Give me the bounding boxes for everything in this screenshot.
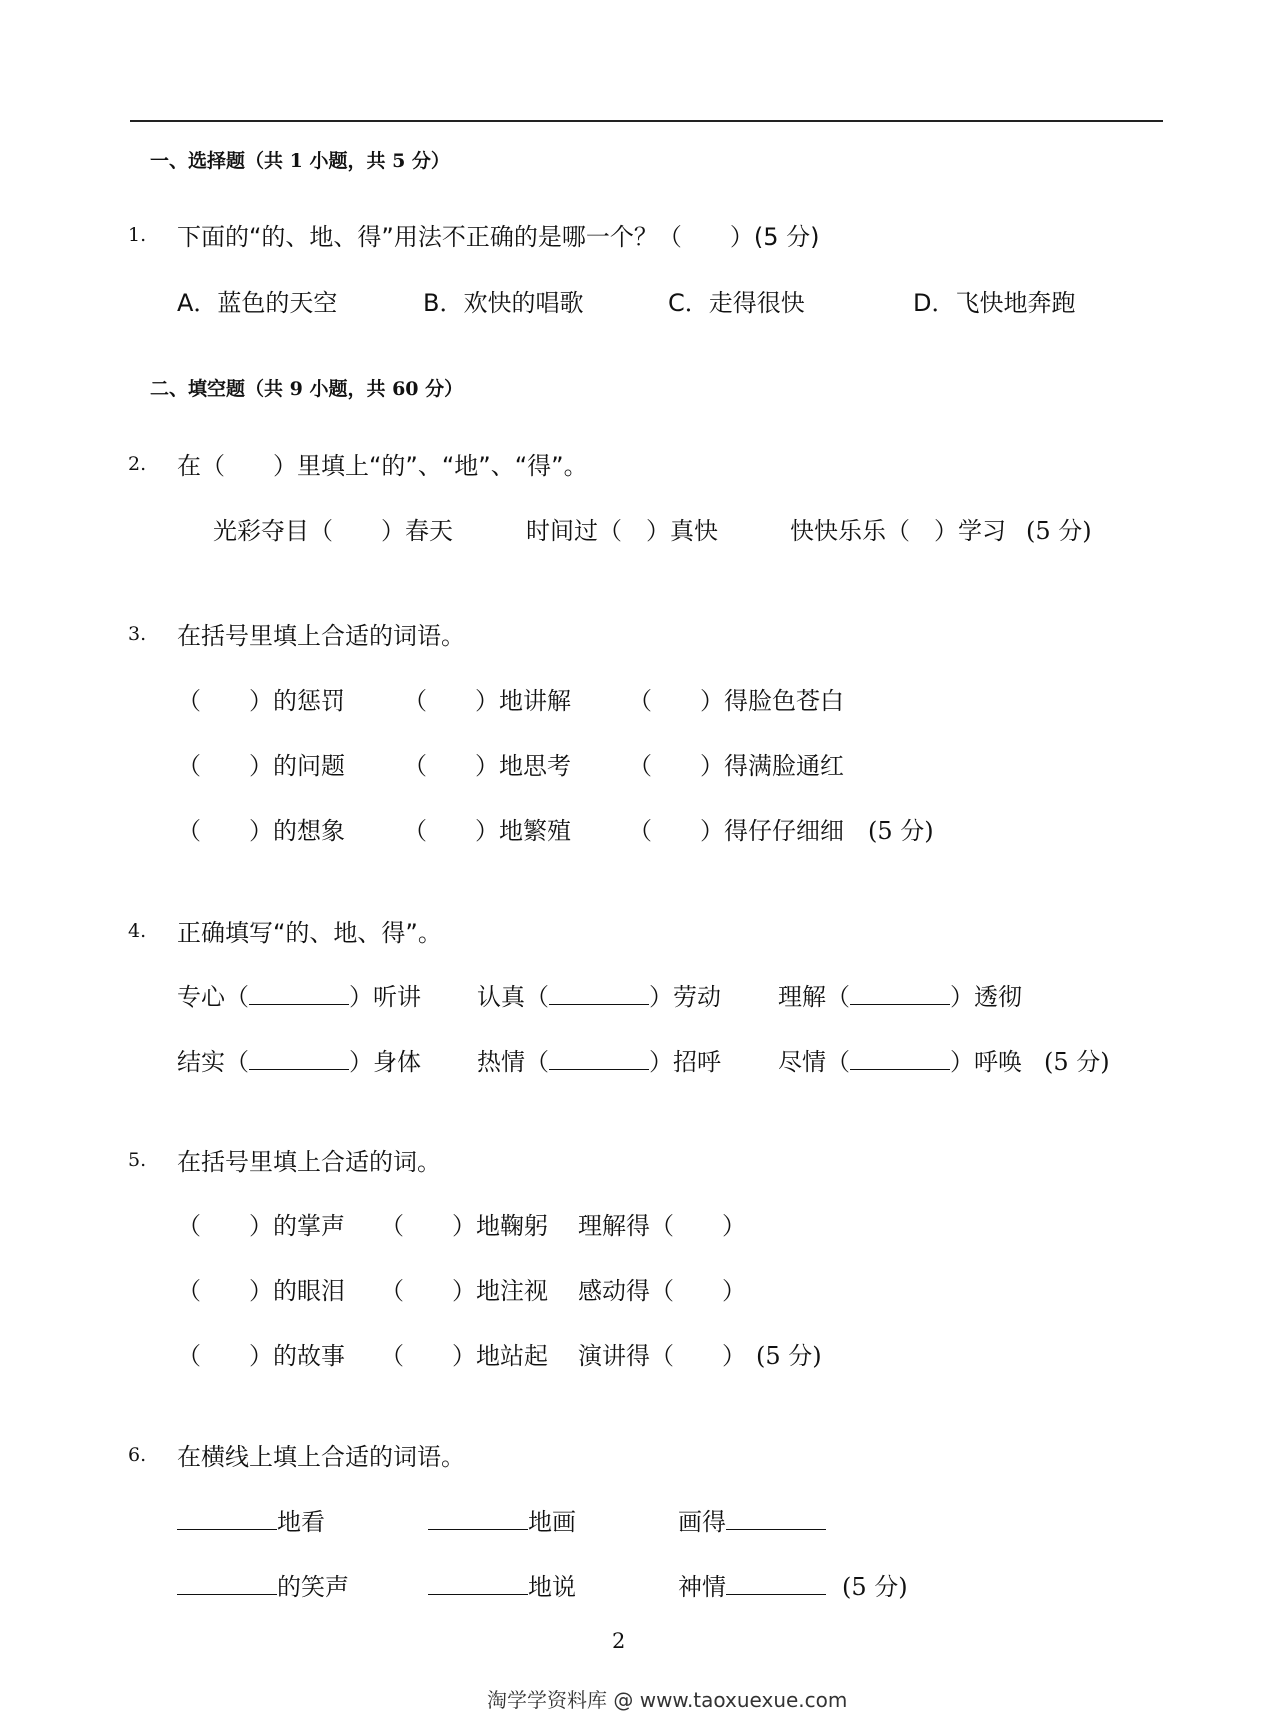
q2-item-2: 时间过（ ）真快 [526, 517, 718, 545]
q4-stem: 正确填写“的、地、得”。 [177, 919, 442, 947]
q5-score: (5 分) [756, 1342, 822, 1370]
q6-item: 地说 [428, 1567, 576, 1602]
q5-item: （ ）的掌声 [177, 1212, 345, 1240]
q3-item: （ ）得仔仔细细 [628, 817, 844, 845]
answer-blank[interactable] [850, 1045, 950, 1070]
q2-stem: 在（ ）里填上“的”、“地”、“得”。 [177, 452, 588, 480]
answer-blank[interactable] [249, 980, 349, 1005]
q6-number: 6. [128, 1444, 147, 1466]
q5-item: 演讲得（ ） [578, 1342, 746, 1370]
q4-item: 热情（ ）招呼 [477, 1042, 721, 1077]
q2-score: (5 分) [1026, 517, 1092, 545]
q2-item-3: 快快乐乐（ ）学习 [790, 517, 1006, 545]
page-number: 2 [612, 1629, 626, 1653]
q3-stem: 在括号里填上合适的词语。 [177, 622, 465, 650]
footer-watermark: 淘学学资料库 @ www.taoxuexue.com [487, 1688, 848, 1712]
q5-number: 5. [128, 1149, 147, 1171]
answer-blank[interactable] [549, 980, 649, 1005]
q3-item: （ ）地思考 [403, 752, 571, 780]
q6-item: 的笑声 [177, 1567, 349, 1602]
q3-item: （ ）的惩罚 [177, 687, 345, 715]
q3-item: （ ）地讲解 [403, 687, 571, 715]
q2-item-1: 光彩夺目（ ）春天 [213, 517, 453, 545]
q4-number: 4. [128, 920, 147, 942]
q5-item: （ ）的故事 [177, 1342, 345, 1370]
answer-blank[interactable] [726, 1505, 826, 1530]
q6-stem: 在横线上填上合适的词语。 [177, 1443, 465, 1471]
q3-item: （ ）得满脸通红 [628, 752, 844, 780]
q1-option-d[interactable]: D．飞快地奔跑 [913, 289, 1076, 317]
q3-number: 3. [128, 623, 147, 645]
q5-item: （ ）地站起 [380, 1342, 548, 1370]
q4-item: 专心（ ）听讲 [177, 977, 421, 1012]
q4-item: 结实（ ）身体 [177, 1042, 421, 1077]
q1-number: 1. [128, 224, 147, 246]
q3-score: (5 分) [868, 817, 934, 845]
q4-item: 尽情（ ）呼唤 [778, 1042, 1022, 1077]
q6-item: 神情 [678, 1567, 826, 1602]
q5-item: 感动得（ ） [578, 1277, 746, 1305]
answer-blank[interactable] [726, 1570, 826, 1595]
answer-blank[interactable] [850, 980, 950, 1005]
q1-option-b[interactable]: B．欢快的唱歌 [423, 289, 584, 317]
q6-item: 地看 [177, 1502, 325, 1537]
q3-item: （ ）地繁殖 [403, 817, 571, 845]
section-2-title: 二、填空题（共 9 小题，共 60 分） [150, 378, 464, 400]
q3-item: （ ）的想象 [177, 817, 345, 845]
section-1-title: 一、选择题（共 1 小题，共 5 分） [150, 150, 450, 172]
q4-item: 理解（ ）透彻 [778, 977, 1022, 1012]
q6-score: (5 分) [842, 1573, 908, 1601]
q4-item: 认真（ ）劳动 [477, 977, 721, 1012]
q6-item: 画得 [678, 1502, 826, 1537]
answer-blank[interactable] [249, 1045, 349, 1070]
q1-option-c[interactable]: C．走得很快 [668, 289, 805, 317]
answer-blank[interactable] [177, 1505, 277, 1530]
q6-item: 地画 [428, 1502, 576, 1537]
answer-blank[interactable] [428, 1505, 528, 1530]
q2-number: 2. [128, 453, 147, 475]
q3-item: （ ）得脸色苍白 [628, 687, 844, 715]
q1-option-a[interactable]: A．蓝色的天空 [177, 289, 338, 317]
q4-score: (5 分) [1044, 1048, 1110, 1076]
q3-item: （ ）的问题 [177, 752, 345, 780]
answer-blank[interactable] [549, 1045, 649, 1070]
q5-stem: 在括号里填上合适的词。 [177, 1148, 441, 1176]
answer-blank[interactable] [177, 1570, 277, 1595]
answer-blank[interactable] [428, 1570, 528, 1595]
q5-item: 理解得（ ） [578, 1212, 746, 1240]
q5-item: （ ）地鞠躬 [380, 1212, 548, 1240]
q1-stem: 下面的“的、地、得”用法不正确的是哪一个？（ ）(5 分) [177, 223, 820, 251]
q5-item: （ ）地注视 [380, 1277, 548, 1305]
header-rule [130, 120, 1163, 122]
q5-item: （ ）的眼泪 [177, 1277, 345, 1305]
